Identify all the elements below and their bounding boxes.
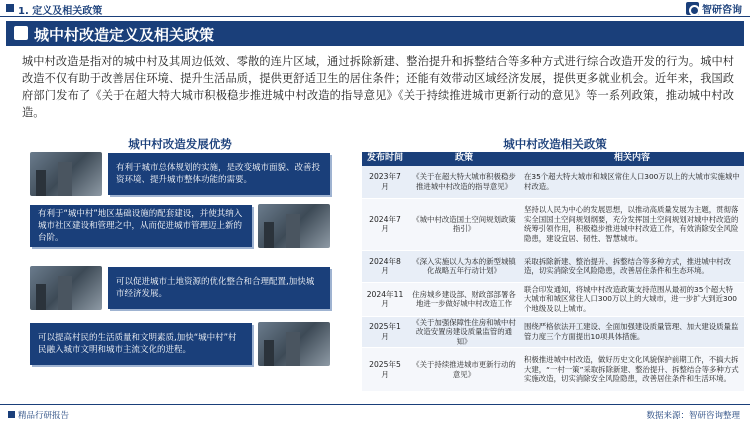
title-icon (14, 26, 28, 40)
cell-date: 2025年5月 (362, 348, 408, 392)
city-photo (30, 152, 102, 196)
logo-icon (686, 2, 699, 15)
cell-policy: 《关于在超大特大城市积极稳步推进城中村改造的指导意见》 (408, 166, 520, 198)
col-header: 政策 (408, 152, 520, 166)
footer-left (8, 409, 69, 421)
page-title: 城中村改造定义及相关政策 (34, 26, 215, 44)
col-header: 相关内容 (520, 152, 744, 166)
title-bar (6, 21, 744, 46)
city-photo (258, 322, 330, 366)
advantage-item (30, 322, 330, 366)
section-marker-icon (6, 4, 14, 12)
table-row (362, 316, 744, 348)
policies-title: 城中村改造相关政策 (503, 137, 607, 151)
cell-content: 围绕严格依法开工建设、全面加强建设质量管理、加大建设质量监管力度三个方面提出10项具体措施。 (520, 316, 744, 348)
footer-left-text: 精品行研报告 (18, 411, 70, 421)
intro-paragraph: 城中村改造是指对的城中村及其周边低效、零散的连片区域，通过拆除新建、整治提升和拆整结合等多种方式进行综合改造开发的行为。城中村改造不仅有助于改善居住环境、提升生活品质，提供更舒适卫生的居住条件；还能有效带动区域经济发展，提供更多就业机会。近年来，我国政府部门发布了《关于在超大特大城市积极稳步推进城中村改造的指导意见》《关于持续推进城市更新行动的意见》等一系列政策，推动城中村改造。 (22, 55, 734, 119)
top-bar (0, 0, 750, 17)
cell-date: 2024年8月 (362, 250, 408, 282)
cell-date: 2025年1月 (362, 316, 408, 348)
policy-table (362, 152, 744, 392)
footer-marker-icon (8, 411, 15, 418)
advantage-text: 有利于城市总体规划的实施，是改变城市面貌、改善投资环境、提升城市整体功能的需要。 (108, 153, 330, 195)
cell-policy: 住房城乡建设部、财政部部署各地进一步做好城中村改造工作 (408, 282, 520, 316)
cell-date: 2023年7月 (362, 166, 408, 198)
logo-text: 智研咨询 (702, 5, 742, 16)
cell-policy: 《城中村改造国土空间规划政策指引》 (408, 198, 520, 250)
cell-content: 采取拆除新建、整治提升、拆整结合等多种方式，推进城中村改造，切实消除安全风险隐患，改善居住条件和生态环境。 (520, 250, 744, 282)
advantage-text: 可以促进城市土地资源的优化整合和合理配置,加快城市经济发展。 (108, 267, 330, 309)
table-header-row (362, 152, 744, 166)
cell-content: 在35个超大特大城市和城区常住人口300万以上的大城市实施城中村改造。 (520, 166, 744, 198)
section-label: 1. 定义及相关政策 (18, 6, 103, 17)
advantage-text: 有利于“城中村”地区基础设施的配套建设，并使其纳入城市社区建设和管理之中，从而促进城市管理迈上新的台阶。 (30, 205, 252, 247)
advantage-text: 可以提高村民的生活质量和文明素质,加快“城中村”村民融入城市文明和城市主流文化的进程。 (30, 323, 252, 365)
city-photo (258, 204, 330, 248)
cell-content: 联合印发通知，将城中村改造政策支持范围从最初的35个超大特大城市和城区常住人口300万以上的大城市，进一步扩大到近300个地级及以上城市。 (520, 282, 744, 316)
cell-content: 坚持以人民为中心的发展思想，以推动高质量发展为主题，贯彻落实全国国土空间规划纲要，充分发挥国土空间规划对城中村改造的统筹引领作用，积极稳步推进城中村改造工作，有效消除安全风险隐患，建设宜居、韧性、智慧城市。 (520, 198, 744, 250)
footer-source: 数据来源：智研咨询整理 (646, 411, 740, 421)
cell-policy: 《深入实施以人为本的新型城镇化战略五年行动计划》 (408, 250, 520, 282)
table-row (362, 250, 744, 282)
footer (0, 404, 750, 423)
cell-date: 2024年11月 (362, 282, 408, 316)
cell-policy: 《关于加强保障性住房和城中村改造安置房建设质量监管的通知》 (408, 316, 520, 348)
brand-logo (686, 1, 742, 16)
advantages-title: 城中村改造发展优势 (128, 137, 232, 151)
advantage-item (30, 152, 330, 196)
city-photo (30, 266, 102, 310)
table-row (362, 166, 744, 198)
cell-date: 2024年7月 (362, 198, 408, 250)
table-row (362, 198, 744, 250)
advantage-item (30, 204, 330, 248)
table-row (362, 348, 744, 392)
advantage-item (30, 266, 330, 310)
table-row (362, 282, 744, 316)
cell-content: 积极推进城中村改造，做好历史文化风貌保护前期工作，不搞大拆大建，“一村一策”采取拆除新建、整治提升、拆整结合等多种方式实施改造，切实消除安全风险隐患，改善居住条件和生活环境。 (520, 348, 744, 392)
col-header: 发布时间 (362, 152, 408, 166)
cell-policy: 《关于持续推进城市更新行动的意见》 (408, 348, 520, 392)
